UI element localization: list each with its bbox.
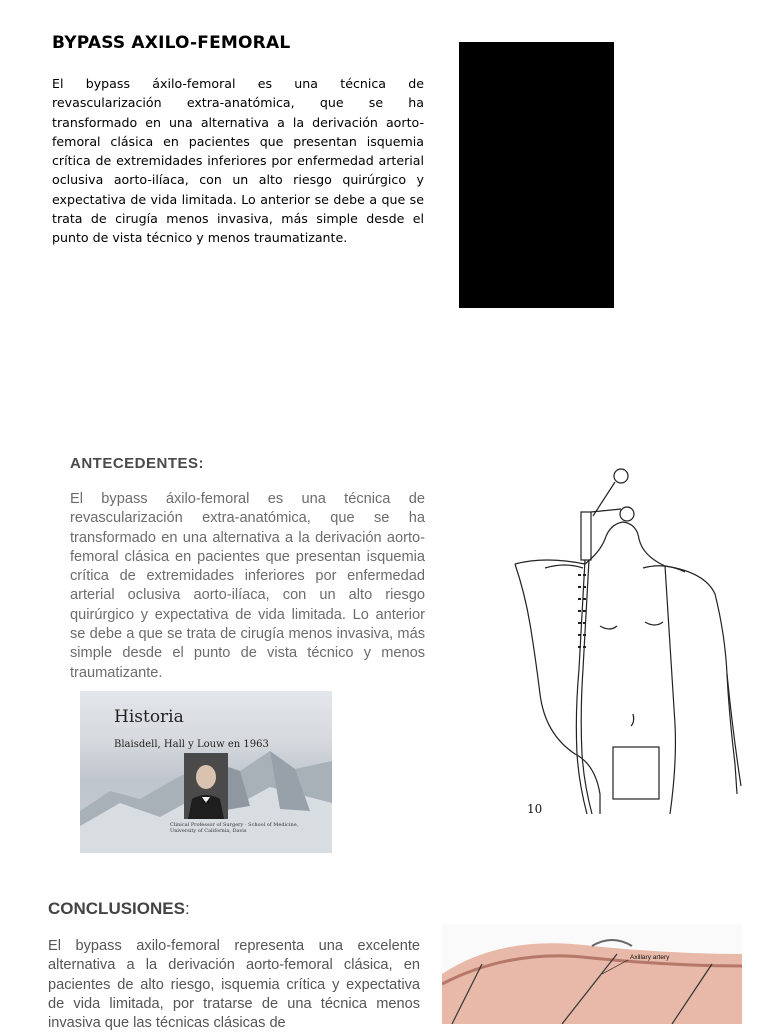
intro-paragraph: El bypass áxilo-femoral es una técnica de revascularización extra-anatómica, que se ha transformado en una alternativa a la derivación aorto-femoral clásica en pacientes que presentan isquemia crítica de extremidades inferiores por enfermedad arterial oclusiva aorto-ilíaca, con un alto riesgo quirúrgico y expectativa de vida limitada. Lo anterior se debe a que se trata de cirugía menos invasiva, más simple desde el punto de vista técnico y menos traumatizante.: [52, 76, 424, 246]
historia-title: Historia: [114, 707, 184, 727]
surgical-image: [442, 924, 742, 1024]
antecedentes-paragraph: El bypass áxilo-femoral es una técnica de revascularización extra-anatómica, que se ha transformado en una alternativa a la derivación aorto-femoral clásica en pacientes que presentan isquemia crítica de extremidades inferiores por enfermedad arterial oclusiva aorto-ilíaca, con un alto riesgo quirúrgico y expectativa de vida limitada. Lo anterior se debe a que se trata de cirugía menos invasiva, más simple desde el punto de vista técnico y menos traumatizante.: [70, 491, 425, 681]
document-title: BYPASS AXILO-FEMORAL: [52, 33, 291, 53]
portrait-photo: [184, 753, 228, 819]
conclusiones-heading-colon: :: [184, 899, 190, 918]
surgical-illustration: [442, 924, 742, 1024]
historia-subtitle: Blaisdell, Hall y Louw en 1963: [114, 739, 269, 750]
anatomy-illustration: [505, 464, 755, 820]
antecedentes-heading: ANTECEDENTES:: [70, 455, 205, 472]
conclusiones-heading-text: CONCLUSIONES: [48, 899, 185, 918]
portrait-caption: Clinical Professor of Surgery · School of Medicine, University of California, Davis: [170, 822, 299, 834]
black-image-placeholder: [459, 42, 614, 308]
conclusiones-heading: [48, 899, 190, 919]
axillary-artery-label: Axillary artery: [630, 954, 670, 961]
historia-image: [80, 691, 332, 853]
conclusiones-paragraph: El bypass axilo-femoral representa una excelente alternativa a la derivación aorto-femoral clásica, en pacientes de alto riesgo, isquemia crítica y expectativa de vida limitada, por tratarse de una técnica menos invasiva que las técnicas clásicas de: [48, 938, 420, 1032]
figure-number: 10: [527, 802, 543, 816]
